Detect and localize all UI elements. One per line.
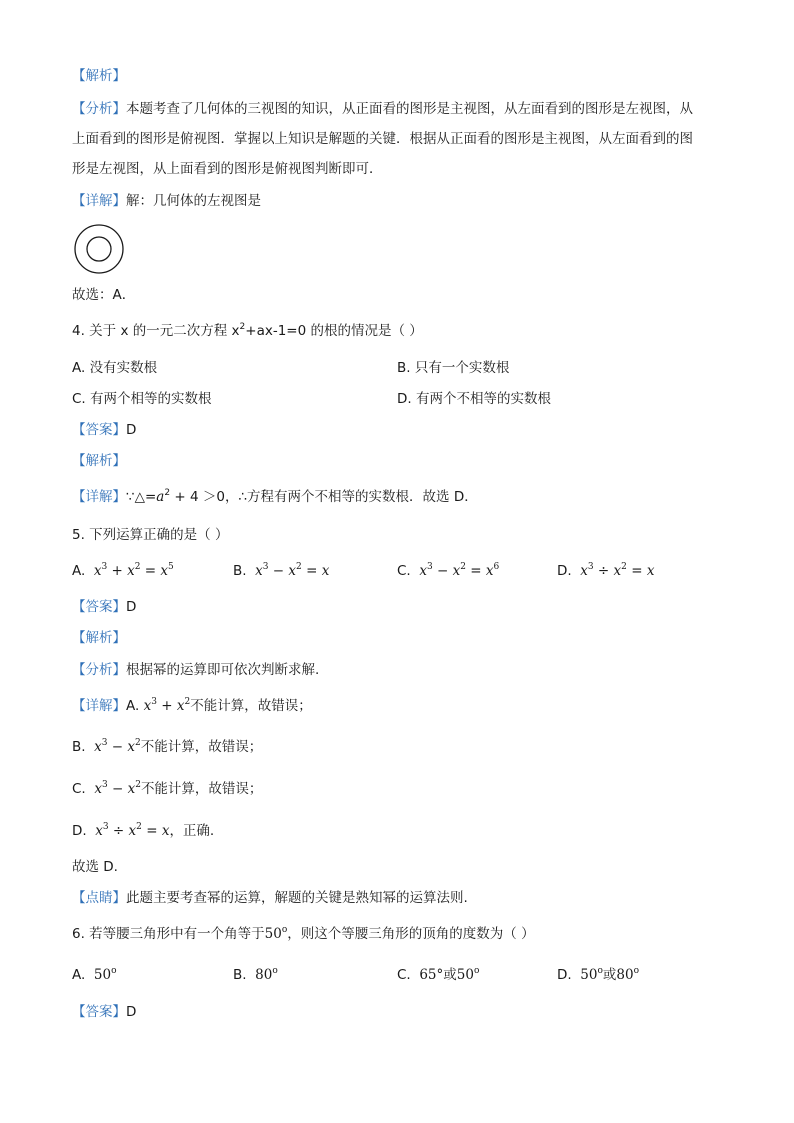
q5-analysis	[72, 660, 319, 680]
q5-option-b-label: B.	[233, 563, 247, 579]
xiangjie-tag: 【详解】	[72, 698, 126, 714]
q3-conclusion-text: 故选：A．	[72, 287, 136, 303]
q6-option-a-label: A.	[72, 967, 86, 983]
q5-detail-a-label: A.	[126, 698, 140, 714]
q4-detail	[72, 487, 478, 507]
q4-option-b-text: B. 只有一个实数根	[397, 360, 510, 376]
q5-detail-a	[72, 696, 312, 716]
fenxi-tag: 【分析】	[72, 101, 126, 117]
q5-detail-c	[72, 779, 262, 799]
q6-stem-post: ，则这个等腰三角形的顶角的度数为（ ）	[287, 926, 535, 942]
q6-option-a-value: 50$^o$	[93, 966, 117, 983]
q5-option-c-expr: $x^3 - x^2 = x^6$	[419, 562, 500, 579]
q6-option-b-label: B.	[233, 967, 247, 983]
q5-detail-b-text: 不能计算，故错误；	[140, 739, 263, 755]
q6-option-c-label: C.	[397, 967, 411, 983]
q6-option-c-value-2: 50$^o$	[456, 966, 480, 983]
q3-analysis-text-3: 形是左视图，从上面看到的图形是俯视图判断即可．	[72, 161, 383, 177]
q5-tip	[72, 888, 468, 908]
daan-tag: 【答案】	[72, 1004, 126, 1020]
jiexi-tag: 【解析】	[72, 68, 126, 84]
q6-option-c-number-2: 50	[456, 967, 474, 983]
q4-detail-var: a	[156, 489, 165, 505]
q5-detail-d-text: ，正确.	[169, 823, 215, 839]
q5-option-d	[557, 561, 654, 581]
q3-detail-line	[72, 191, 261, 211]
q5-conclusion	[72, 857, 118, 877]
q4-option-c-text: C. 有两个相等的实数根	[72, 391, 212, 407]
dianjing-tag: 【点睛】	[72, 890, 126, 906]
jiexi-tag: 【解析】	[72, 453, 126, 469]
q6-stem-pre: 6. 若等腰三角形中有一个角等于	[72, 926, 265, 942]
q5-detail-c-expr: $x^3 - x^2$	[94, 780, 141, 797]
q5-analysis-text: 根据幂的运算即可依次判断求解.	[126, 662, 320, 678]
q6-option-b	[233, 965, 278, 985]
inner-circle	[87, 237, 111, 261]
q3-analysis-line-1	[72, 99, 693, 119]
q5-detail-b-label: B.	[72, 739, 86, 755]
q4-option-a-text: A. 没有实数根	[72, 360, 158, 376]
q5-detail-c-label: C.	[72, 781, 86, 797]
q3-conclusion	[72, 285, 135, 305]
q4-option-d-text: D. 有两个不相等的实数根	[397, 391, 551, 407]
q3-analysis-line-2	[72, 129, 693, 149]
q4-answer	[72, 420, 136, 440]
q5-detail-d-label: D.	[72, 823, 87, 839]
q4-stem	[72, 321, 423, 341]
q6-option-d-value-1: 50$^o$	[580, 966, 603, 983]
q6-option-d-number-2: 80	[616, 967, 634, 983]
q5-answer	[72, 597, 136, 617]
q6-option-d-label: D.	[557, 967, 572, 983]
q5-option-a-label: A.	[72, 563, 86, 579]
q6-answer	[72, 1002, 136, 1022]
daan-tag: 【答案】	[72, 422, 126, 438]
q3-analysis-text-1: 本题考查了几何体的三视图的知识，从正面看的图形是主视图，从左面看到的图形是左视图，从	[126, 101, 693, 117]
q5-conclusion-text: 故选 D.	[72, 859, 118, 875]
xiangjie-tag: 【详解】	[72, 193, 126, 209]
q5-option-a-expr: $x^3 + x^2 = x^5$	[93, 562, 174, 579]
q6-option-a-number: 50	[93, 967, 112, 983]
q5-option-d-expr: $x^3 \div x^2 = x$	[580, 562, 655, 579]
q5-option-b-expr: $x^3 - x^2 = x$	[255, 562, 330, 579]
q4-option-d	[397, 389, 551, 409]
q4-answer-value: D	[126, 422, 137, 438]
q4-detail-exponent: 2	[164, 488, 171, 498]
q5-stem-text: 5. 下列运算正确的是（ ）	[72, 527, 229, 543]
q3-detail-text: 解：几何体的左视图是	[126, 193, 261, 209]
q5-detail-b	[72, 737, 262, 757]
q6-stem-value: 50	[264, 926, 282, 942]
q6-option-d-number-1: 50	[580, 967, 598, 983]
xiangjie-tag: 【详解】	[72, 489, 126, 505]
q4-stem-text: 4. 关于 x 的一元二次方程 x	[72, 323, 240, 339]
left-view-concentric-circles-figure	[72, 222, 126, 276]
q4-detail-rest: + 4 ＞0，∴方程有两个不相等的实数根．故选 D．	[170, 489, 478, 505]
q4-jiexi-heading	[72, 451, 126, 471]
q5-detail-d-expr: $x^3 \div x^2 = x$	[95, 822, 170, 839]
jiexi-tag: 【解析】	[72, 630, 126, 646]
q3-analysis-text-2: 上面看到的图形是俯视图．掌握以上知识是解题的关键．根据从正面看的图形是主视图，从左面看到的图	[72, 131, 693, 147]
q4-option-c	[72, 389, 212, 409]
q6-option-a	[72, 965, 117, 985]
q6-option-d-or: 或	[602, 967, 617, 983]
q5-option-b	[233, 561, 329, 581]
q3-analysis-line-3	[72, 159, 383, 179]
q5-answer-value: D	[126, 599, 137, 615]
q6-option-d-value-2: 80$^o$	[616, 966, 639, 983]
q5-jiexi-heading	[72, 628, 126, 648]
daan-tag: 【答案】	[72, 599, 126, 615]
q5-detail-d	[72, 821, 214, 841]
q6-option-c-or: 或	[443, 967, 457, 983]
q4-option-a	[72, 358, 157, 378]
q5-option-d-label: D.	[557, 563, 572, 579]
q6-option-d	[557, 965, 639, 985]
outer-circle	[75, 225, 123, 273]
q6-answer-value: D	[126, 1004, 137, 1020]
q5-tip-text: 此题主要考查幂的运算，解题的关键是熟知幂的运算法则.	[126, 890, 468, 906]
q5-option-a	[72, 561, 174, 581]
q6-option-c	[397, 965, 479, 985]
fenxi-tag: 【分析】	[72, 662, 126, 678]
q5-option-c	[397, 561, 499, 581]
q6-option-c-value-1: 65°	[419, 967, 444, 983]
jiexi-heading	[72, 66, 126, 86]
q6-stem	[72, 924, 535, 944]
q5-option-c-label: C.	[397, 563, 411, 579]
q4-stem-rest: +ax-1=0 的根的情况是（ ）	[245, 323, 423, 339]
q4-stem-exponent: 2	[239, 322, 246, 332]
q6-stem-angle: 50$^o$	[264, 925, 288, 942]
q4-detail-pre: ∵△=	[126, 489, 157, 505]
q5-detail-b-expr: $x^3 - x^2$	[94, 738, 141, 755]
q6-option-b-number: 80	[255, 967, 273, 983]
q4-option-b	[397, 358, 509, 378]
q5-detail-a-expr: $x^3 + x^2$	[143, 697, 191, 714]
q5-detail-a-text: 不能计算，故错误；	[190, 698, 312, 714]
q5-stem	[72, 525, 228, 545]
q5-detail-c-text: 不能计算，故错误；	[140, 781, 263, 797]
q6-option-b-value: 80$^o$	[255, 966, 278, 983]
